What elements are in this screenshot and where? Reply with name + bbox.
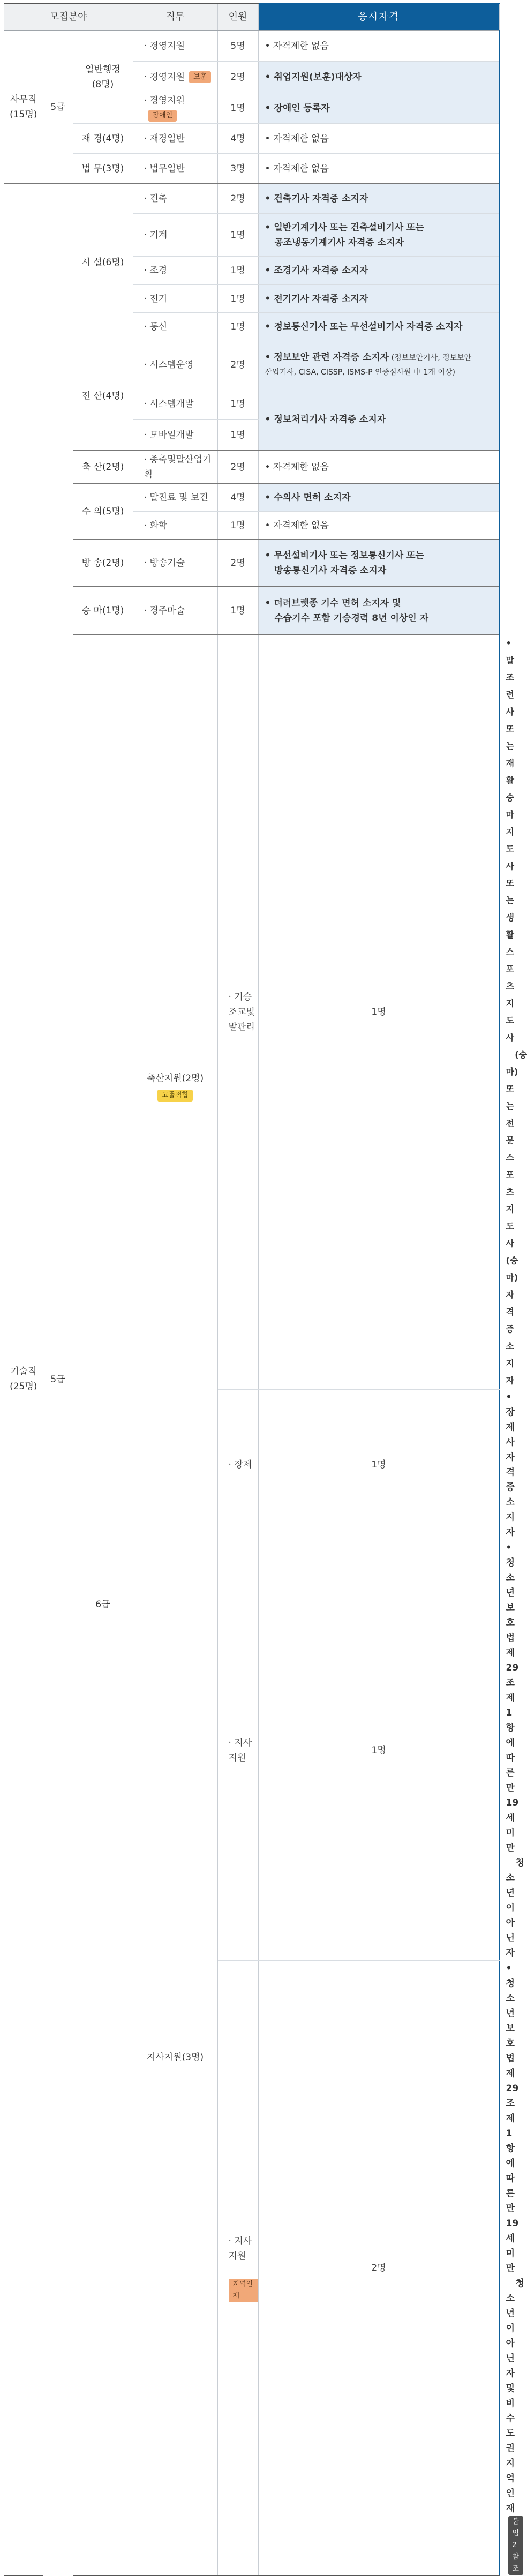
header-field: 모집분야 — [4, 4, 133, 31]
count-cell: 5명 — [217, 31, 258, 62]
count-cell: 1명 — [258, 1540, 499, 1960]
qual-cell: • 자격제한 없음 — [258, 512, 499, 540]
subgroup-livestock: 축 산(2명) — [73, 451, 133, 484]
header-job: 직무 — [133, 4, 217, 31]
job-cell: · 기승조교및말관리 — [217, 635, 258, 1390]
job-cell: · 장제 — [217, 1389, 258, 1540]
job-cell: · 통신 — [133, 313, 217, 341]
qual-cell: • 일반기계기사 또는 건축설비기사 또는 공조냉동기계기사 자격증 소지자 — [258, 214, 499, 257]
header-qualification: 응시자격 — [258, 4, 499, 31]
subgroup-finance: 재 경(4명) — [73, 124, 133, 154]
count-cell: 2명 — [217, 184, 258, 214]
group-office: 사무직 (15명) — [4, 31, 43, 184]
qual-cell: • 취업지원(보훈)대상자 — [258, 62, 499, 93]
table-row — [4, 184, 499, 214]
header-count: 인원 — [217, 4, 258, 31]
job-cell: · 방송기술 — [133, 540, 217, 587]
count-cell: 1명 — [217, 587, 258, 635]
table-row — [4, 341, 499, 388]
subgroup-legal: 법 무(3명) — [73, 154, 133, 184]
count-cell: 2명 — [217, 341, 258, 388]
qual-cell: • 자격제한 없음 — [258, 124, 499, 154]
qual-cell: • 무선설비기사 또는 정보통신기사 또는 방송통신기사 자격증 소지자 — [258, 540, 499, 587]
table-row — [4, 124, 499, 154]
table-row — [4, 484, 499, 512]
job-cell: · 경주마술 — [133, 587, 217, 635]
subgroup-veterinary: 수 의(5명) — [73, 484, 133, 540]
job-cell: · 화학 — [133, 512, 217, 540]
count-cell: 1명 — [217, 285, 258, 313]
qual-cell: • 건축기사 자격증 소지자 — [258, 184, 499, 214]
job-cell: · 법무일반 — [133, 154, 217, 184]
job-cell: · 시스템개발 — [133, 388, 217, 420]
subgroup-horse: 승 마(1명) — [73, 587, 133, 635]
subgroup-computing: 전 산(4명) — [73, 341, 133, 451]
job-cell: · 지사지원 — [217, 1540, 258, 1960]
qual-cell: • 더러브렛종 기수 면허 소지자 및 수습기수 포함 기승경력 8년 이상인 자 — [258, 587, 499, 635]
count-cell: 2명 — [258, 1960, 499, 2575]
table-row: 지사지원(3명) · 지사지원 1명 • 청소년보호법 제29조제1항에 따른 만19세 미만 청소년이 아닌 자 — [4, 1540, 499, 1960]
job-cell: · 지사지원 지역인재 — [217, 1960, 258, 2575]
subgroup-livestock-support: 축산지원(2명) 고졸적합 — [133, 635, 217, 1540]
count-cell: 1명 — [217, 388, 258, 420]
count-cell: 1명 — [217, 512, 258, 540]
qual-cell: • 정보통신기사 또는 무선설비기사 자격증 소지자 — [258, 313, 499, 341]
table-row — [4, 154, 499, 184]
table-row — [4, 540, 499, 587]
subgroup-broadcast: 방 송(2명) — [73, 540, 133, 587]
count-cell: 2명 — [217, 540, 258, 587]
count-cell: 1명 — [258, 635, 499, 1390]
qual-cell: • 수의사 면허 소지자 — [258, 484, 499, 512]
grade-tech-6: 6급 — [73, 635, 133, 2575]
subgroup-branch-support: 지사지원(3명) — [133, 1540, 217, 2575]
qual-cell: • 조경기사 자격증 소지자 — [258, 257, 499, 285]
job-cell: · 모바일개발 — [133, 420, 217, 451]
job-cell: · 조경 — [133, 257, 217, 285]
table-row — [4, 451, 499, 484]
count-cell: 1명 — [217, 257, 258, 285]
count-cell: 1명 — [258, 1389, 499, 1540]
table-row: 6급 축산지원(2명) 고졸적합 · 기승조교및말관리 1명 • 말조련사또는재활승마지도사또는생활스포츠지도사 (승마)또는전문스포츠지도사(승마) 자격증 소지자 — [4, 635, 499, 1390]
table-row — [4, 587, 499, 635]
job-cell: · 말진료 및 보건 — [133, 484, 217, 512]
qual-cell: • 전기기사 자격증 소지자 — [258, 285, 499, 313]
grade-tech-5: 5급 — [43, 184, 73, 2575]
table-row: · 지사지원 지역인재 2명 • 청소년보호법 제29조제1항에 따른 만19세 미만 청소년이 아닌 자 및 비수도권 지역인재붙임2 참조 — [4, 1960, 499, 2575]
attachment-note-badge: 붙임2 참조 — [508, 2516, 524, 2575]
count-cell: 2명 — [217, 451, 258, 484]
high-school-badge: 고졸적합 — [157, 1090, 193, 1102]
job-cell: · 종축및말산업기획 — [133, 451, 217, 484]
count-cell: 3명 — [217, 154, 258, 184]
job-cell: · 전기 — [133, 285, 217, 313]
count-cell: 2명 — [217, 62, 258, 93]
count-cell: 1명 — [217, 214, 258, 257]
qual-cell: • 자격제한 없음 — [258, 31, 499, 62]
count-cell: 1명 — [217, 420, 258, 451]
veterans-badge: 보훈 — [189, 71, 211, 83]
subgroup-facility: 시 설(6명) — [73, 184, 133, 341]
count-cell: 4명 — [217, 124, 258, 154]
qual-cell: • 정보보안 관련 자격증 소지자 (정보보안기사, 정보보안 산업기사, CISA, CISSP, ISMS-P 인증심사원 中 1개 이상) — [258, 341, 499, 388]
count-cell: 1명 — [217, 313, 258, 341]
job-cell: · 기계 — [133, 214, 217, 257]
count-cell: 1명 — [217, 93, 258, 124]
table-row — [4, 31, 499, 62]
job-cell: · 경영지원 — [133, 31, 217, 62]
qual-cell: • 자격제한 없음 — [258, 451, 499, 484]
qual-cell: • 장애인 등록자 — [258, 93, 499, 124]
group-tech: 기술직 (25명) — [4, 184, 43, 2575]
job-cell: · 건축 — [133, 184, 217, 214]
job-cell: · 재경일반 — [133, 124, 217, 154]
table-row: · 장제 1명 • 장제사 자격증 소지자 — [4, 1389, 499, 1540]
table-header-row — [4, 4, 499, 31]
recruitment-table — [4, 3, 527, 2576]
job-cell: · 경영지원 보훈 — [133, 62, 217, 93]
qual-cell: • 자격제한 없음 — [258, 154, 499, 184]
local-talent-badge: 지역인재 — [229, 2279, 258, 2302]
grade-office: 5급 — [43, 31, 73, 184]
disability-badge: 장애인 — [148, 110, 177, 122]
count-cell: 4명 — [217, 484, 258, 512]
job-cell: · 시스템운영 — [133, 341, 217, 388]
job-cell: · 경영지원장애인 — [133, 93, 217, 124]
subgroup-general: 일반행정 (8명) — [73, 31, 133, 124]
qual-cell: • 정보처리기사 자격증 소지자 — [258, 388, 499, 451]
